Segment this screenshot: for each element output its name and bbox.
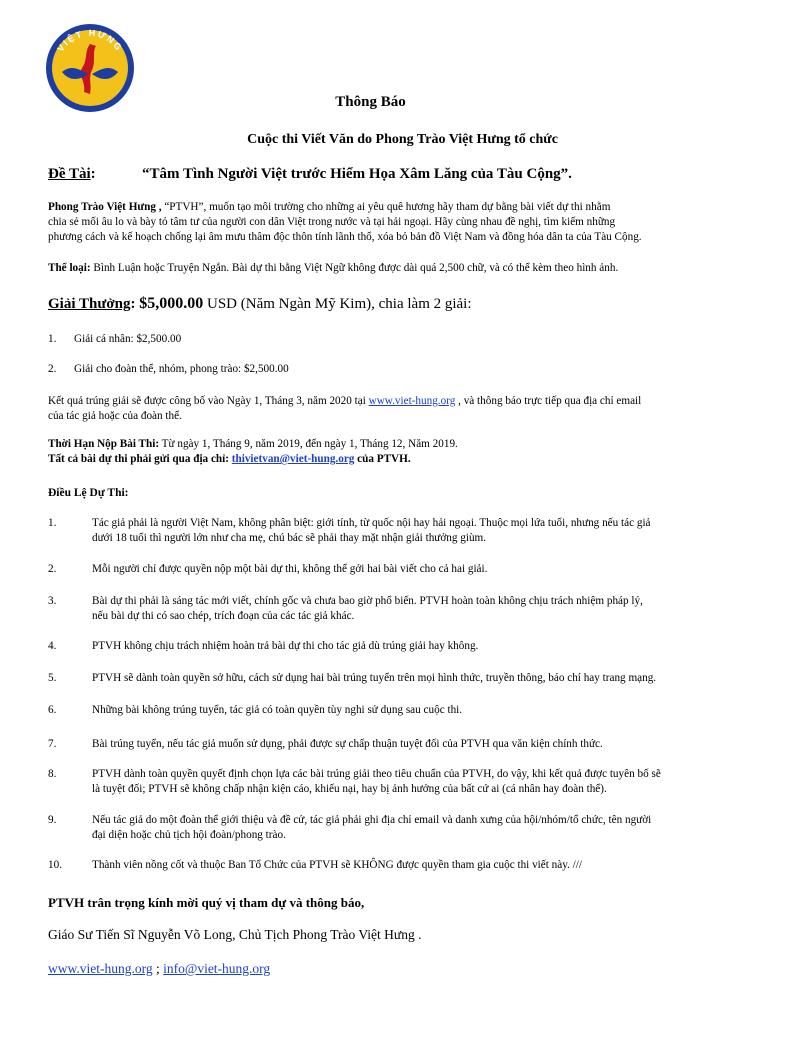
- rule-line-1: Nếu tác giả do một đoàn thể giới thiệu và đề cử, tác giả phải ghi địa chỉ email và danh xưng của hội/nhóm/tổ chức, tên người: [92, 814, 652, 826]
- rule-item: [92, 639, 752, 654]
- topic-label: Đề Tài: [48, 166, 91, 182]
- intro-paragraph: [48, 200, 748, 245]
- submission-email-link[interactable]: thivietvan@viet-hung.org: [231, 453, 355, 465]
- rule-number: 2.: [48, 563, 57, 575]
- intro-line-2: chia sẻ mối âu lo và bày tỏ tâm tư của người con dân Việt trong nước và tại hải ngoại. Hãy cùng nhau đề nghị, tìm kiếm những: [48, 216, 616, 228]
- rule-item: [92, 703, 752, 718]
- genre-text: Bình Luận hoặc Truyện Ngắn. Bài dự thi bằng Việt Ngữ không được dài quá 2,500 chữ, và có thể kèm theo hình ảnh.: [90, 262, 619, 274]
- result-line-2: của tác giả hoặc của đoàn thể.: [48, 410, 182, 422]
- prize-colon: :: [130, 296, 140, 312]
- rule-number: 1.: [48, 517, 57, 529]
- rule-line-2: là tuyệt đối; PTVH sẽ không chấp nhận kiện cáo, khiếu nại, hay bị ảnh hưởng của bất cứ ai (cá nhân hay đoàn thể).: [92, 783, 607, 795]
- genre-label: Thể loại:: [48, 262, 91, 274]
- rule-number: 6.: [48, 704, 57, 716]
- rule-line-2: đại diện hoặc chủ tịch hội đoàn/phong trào.: [92, 829, 286, 841]
- rule-number: 5.: [48, 672, 57, 684]
- rule-line-1: Thành viên nồng cốt và thuộc Ban Tổ Chức của PTVH sẽ KHÔNG được quyền tham gia cuộc thi viết này. ///: [92, 859, 582, 871]
- rule-line-1: Những bài không trúng tuyển, tác giả có toàn quyền tùy nghi sử dụng sau cuộc thi.: [92, 704, 463, 716]
- rules-heading: Điều Lệ Dự Thi:: [48, 487, 129, 499]
- rule-line-2: nếu bài dự thi có sao chép, trích đoạn của các tác giả khác.: [92, 610, 355, 622]
- website-link[interactable]: www.viet-hung.org: [368, 395, 456, 407]
- prize-label: Giải Thưởng: [48, 296, 131, 312]
- org-name: Phong Trào Việt Hưng ,: [48, 201, 162, 213]
- rule-item: [92, 671, 752, 686]
- rule-number: 8.: [48, 768, 57, 780]
- logo-text: VIỆT HƯNG: [55, 27, 125, 54]
- footer-separator: ;: [152, 961, 164, 976]
- rule-line-1: PTVH sẽ dành toàn quyền sở hữu, cách sử dụng hai bài trúng tuyển trên mọi hình thức, truyền thông, báo chí hay trang mạng.: [92, 672, 657, 684]
- rule-number: 7.: [48, 738, 57, 750]
- rule-item: [92, 594, 752, 624]
- rule-line-2: dưới 18 tuổi thì người lớn như cha mẹ, chú bác sẽ phải thay mặt nhận giải thưởng giùm.: [92, 532, 487, 544]
- rule-number: 10.: [48, 859, 62, 871]
- rule-line-1: Mỗi người chỉ được quyền nộp một bài dự thi, không thể gởi hai bài viết cho cả hai giải.: [92, 563, 488, 575]
- footer-email-link[interactable]: info@viet-hung.org: [163, 961, 271, 976]
- submission-post: của PTVH.: [354, 453, 411, 465]
- rule-line-1: PTVH không chịu trách nhiệm hoàn trả bài dự thi cho tác giả dù trúng giải hay không.: [92, 640, 479, 652]
- rule-item: [92, 858, 752, 873]
- intro-line-1: “PTVH”, muốn tạo môi trường cho những ai yêu quê hương hãy tham dự bằng bài viết dự thi nhằm: [161, 201, 611, 213]
- rule-number: 9.: [48, 814, 57, 826]
- page-title: Thông Báo: [335, 94, 406, 110]
- rule-line-1: Bài trúng tuyển, nếu tác giả muốn sử dụng, phải được sự chấp thuận tuyệt đối của PTVH qua văn kiện chính thức.: [92, 738, 603, 750]
- signature: Giáo Sư Tiến Sĩ Nguyễn Võ Long, Chủ Tịch Phong Trào Việt Hưng .: [48, 927, 422, 942]
- prize-text: Giải cá nhân: $2,500.00: [74, 333, 182, 345]
- deadline-label: Thời Hạn Nộp Bài Thi:: [48, 438, 160, 450]
- topic-colon: :: [90, 166, 96, 182]
- rule-item: [92, 767, 752, 797]
- genre-line: [48, 261, 748, 276]
- rule-item: [92, 562, 752, 577]
- rule-item: [92, 813, 752, 843]
- topic-line: [48, 166, 572, 183]
- footer-website-link[interactable]: www.viet-hung.org: [48, 961, 153, 976]
- submission-pre: Tất cả bài dự thi phải gửi qua địa chỉ:: [48, 453, 232, 465]
- rule-line-1: Bài dự thi phải là sáng tác mới viết, chính gốc và chưa bao giờ phổ biến. PTVH hoàn toàn không chịu trách nhiệm pháp lý,: [92, 595, 643, 607]
- rule-item: [92, 737, 752, 752]
- rule-line-1: Tác giả phải là người Việt Nam, không phân biệt: giới tính, từ quốc nội hay hải ngoại. Thuộc mọi lứa tuổi, nhưng nếu tác giả: [92, 517, 651, 529]
- rule-number: 4.: [48, 640, 57, 652]
- prize-rest: USD (Năm Ngàn Mỹ Kim), chia làm 2 giải:: [203, 296, 472, 312]
- deadline-text: Từ ngày 1, Tháng 9, năm 2019, đến ngày 1, Tháng 12, Năm 2019.: [159, 438, 458, 450]
- deadline-paragraph: [48, 437, 748, 467]
- result-paragraph: [48, 394, 748, 424]
- intro-line-3: phương cách và kế hoạch chống lại âm mưu thâm độc thôn tính lãnh thổ, xóa bỏ bản đồ Việt Nam và đồng hóa dân ta của Tàu Cộng.: [48, 231, 642, 243]
- prize-amount: $5,000.00: [139, 295, 204, 312]
- rule-line-1: PTVH dành toàn quyền quyết định chọn lựa các bài trúng giải theo tiêu chuẩn của PTVH, do vậy, khi kết quả được tuyên bố sẽ: [92, 768, 661, 780]
- prize-line: [48, 295, 472, 313]
- prize-num: 2.: [48, 363, 57, 375]
- prize-text: Giải cho đoàn thể, nhóm, phong trào: $2,500.00: [74, 363, 289, 375]
- footer-links: [48, 961, 270, 977]
- result-pre: Kết quả trúng giải sẽ được công bố vào Ngày 1, Tháng 3, năm 2020 tại: [48, 395, 369, 407]
- rule-item: [92, 516, 752, 546]
- rule-number: 3.: [48, 595, 57, 607]
- topic-title: “Tâm Tình Người Việt trước Hiểm Họa Xâm Lăng của Tàu Cộng”.: [142, 166, 572, 182]
- subtitle: Cuộc thi Viết Văn do Phong Trào Việt Hưng tổ chức: [247, 132, 558, 147]
- prize-num: 1.: [48, 333, 57, 345]
- result-post: , và thông báo trực tiếp qua địa chỉ email: [455, 395, 642, 407]
- closing-line: PTVH trân trọng kính mời quý vị tham dự và thông báo,: [48, 895, 365, 910]
